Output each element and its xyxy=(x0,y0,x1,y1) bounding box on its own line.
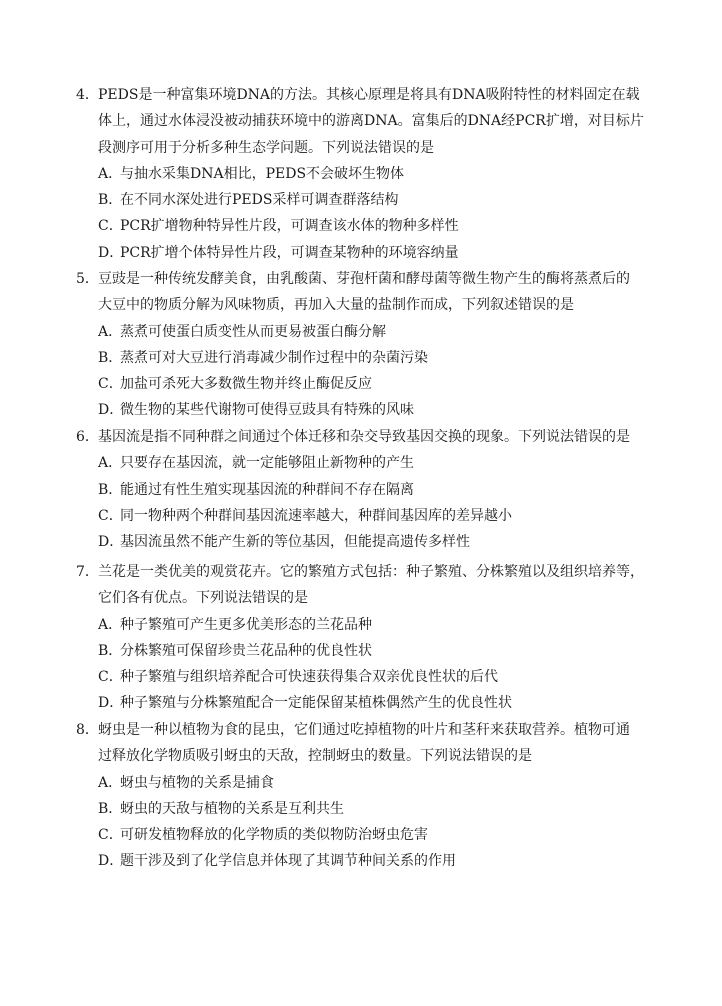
option-a xyxy=(76,612,656,638)
question-stem-line xyxy=(76,82,656,108)
option-letter: A． xyxy=(98,616,123,633)
option-letter: B． xyxy=(98,349,123,366)
question-number: 4． xyxy=(76,87,99,103)
option-letter: C． xyxy=(98,827,123,844)
option-c xyxy=(76,371,656,397)
option-text: 蒸煮可使蛋白质变性从而更易被蛋白酶分解 xyxy=(120,323,386,340)
option-c xyxy=(76,503,656,529)
question-number: 5． xyxy=(76,271,99,287)
question-5 xyxy=(76,266,656,424)
option-letter: A． xyxy=(98,774,123,791)
question-4 xyxy=(76,82,656,266)
option-b xyxy=(76,638,656,664)
option-d xyxy=(76,240,656,266)
option-text: 蚜虫与植物的关系是捕食 xyxy=(120,774,274,791)
option-letter: D． xyxy=(98,402,124,419)
option-letter: C． xyxy=(98,218,123,235)
option-b xyxy=(76,345,656,371)
option-b xyxy=(76,796,656,822)
option-text: 题干涉及到了化学信息并体现了其调节种间关系的作用 xyxy=(120,853,456,870)
option-c xyxy=(76,664,656,690)
option-letter: B． xyxy=(98,642,123,659)
option-d xyxy=(76,529,656,555)
option-text: 基因流虽然不能产生新的等位基因，但能提高遗传多样性 xyxy=(120,534,470,551)
option-text: 蒸煮可对大豆进行消毒减少制作过程中的杂菌污染 xyxy=(120,349,428,366)
option-b xyxy=(76,187,656,213)
option-text: 能通过有性生殖实现基因流的种群间不存在隔离 xyxy=(120,481,414,498)
question-number: 6． xyxy=(76,429,99,445)
option-c xyxy=(76,822,656,848)
option-d xyxy=(76,397,656,423)
option-letter: D． xyxy=(98,534,124,551)
question-stem-line: 体上，通过水体浸没被动捕获环境中的游离DNA。富集后的DNA经PCR扩增，对目标片 xyxy=(98,113,644,130)
option-letter: B． xyxy=(98,192,123,209)
option-text: 在不同水深处进行PEDS采样可调查群落结构 xyxy=(120,192,399,209)
question-stem-line: 段测序可用于分析多种生态学问题。下列说法错误的是 xyxy=(98,139,434,156)
option-letter: A． xyxy=(98,455,123,472)
option-text: PCR扩增物种特异性片段，可调查该水体的物种多样性 xyxy=(120,218,459,235)
option-text: 蚜虫的天敌与植物的关系是互利共生 xyxy=(120,800,344,817)
option-text: PCR扩增个体特异性片段，可调查某物种的环境容纳量 xyxy=(120,244,459,261)
option-a xyxy=(76,319,656,345)
option-text: 种子繁殖与分株繁殖配合一定能保留某植株偶然产生的优良性状 xyxy=(120,695,512,712)
question-7 xyxy=(76,559,656,717)
option-a xyxy=(76,770,656,796)
option-a xyxy=(76,161,656,187)
option-text: 可研发植物释放的化学物质的类似物防治蚜虫危害 xyxy=(120,827,428,844)
option-a xyxy=(76,450,656,476)
option-text: 加盐可杀死大多数微生物并终止酶促反应 xyxy=(120,376,372,393)
question-stem-text: PEDS是一种富集环境DNA的方法。其核心原理是将具有DNA吸附特性的材料固定在载 xyxy=(98,87,640,103)
question-stem-text: 蚜虫是一种以植物为食的昆虫，它们通过吃掉植物的叶片和茎秆来获取营养。植物可通 xyxy=(98,722,630,738)
option-c xyxy=(76,213,656,239)
question-stem-line xyxy=(76,559,656,585)
question-stem-line: 过释放化学物质吸引蚜虫的天敌，控制蚜虫的数量。下列说法错误的是 xyxy=(98,748,532,765)
option-letter: D． xyxy=(98,244,124,261)
option-letter: C． xyxy=(98,376,123,393)
question-stem-line: 它们各有优点。下列说法错误的是 xyxy=(98,590,308,607)
option-text: 只要存在基因流，就一定能够阻止新物种的产生 xyxy=(120,455,414,472)
option-letter: C． xyxy=(98,669,123,686)
option-text: 微生物的某些代谢物可使得豆豉具有特殊的风味 xyxy=(120,402,414,419)
question-8 xyxy=(76,717,656,875)
option-d xyxy=(76,690,656,716)
option-text: 与抽水采集DNA相比，PEDS不会破坏生物体 xyxy=(120,165,405,182)
question-stem-line xyxy=(76,717,656,743)
question-stem-text: 兰花是一类优美的观赏花卉。它的繁殖方式包括：种子繁殖、分株繁殖以及组织培养等， xyxy=(98,564,644,580)
question-number: 8． xyxy=(76,722,99,738)
option-text: 同一物种两个种群间基因流速率越大，种群间基因库的差异越小 xyxy=(120,507,512,524)
option-d xyxy=(76,848,656,874)
question-stem-line xyxy=(76,424,656,450)
question-stem-text: 豆豉是一种传统发酵美食，由乳酸菌、芽孢杆菌和酵母菌等微生物产生的酶将蒸煮后的 xyxy=(98,271,630,287)
question-stem-line xyxy=(76,266,656,292)
option-letter: D． xyxy=(98,853,124,870)
option-letter: C． xyxy=(98,507,123,524)
option-letter: A． xyxy=(98,165,123,182)
option-b xyxy=(76,477,656,503)
question-stem-text: 基因流是指不同种群之间通过个体迁移和杂交导致基因交换的现象。下列说法错误的是 xyxy=(98,429,630,445)
option-letter: B． xyxy=(98,800,123,817)
question-stem-line: 大豆中的物质分解为风味物质，再加入大量的盐制作而成，下列叙述错误的是 xyxy=(98,297,574,314)
option-text: 分株繁殖可保留珍贵兰花品种的优良性状 xyxy=(120,642,372,659)
option-letter: D． xyxy=(98,695,124,712)
option-letter: A． xyxy=(98,323,123,340)
question-6 xyxy=(76,424,656,555)
option-text: 种子繁殖与组织培养配合可快速获得集合双亲优良性状的后代 xyxy=(120,669,498,686)
option-letter: B． xyxy=(98,481,123,498)
option-text: 种子繁殖可产生更多优美形态的兰花品种 xyxy=(120,616,372,633)
question-number: 7． xyxy=(76,564,99,580)
